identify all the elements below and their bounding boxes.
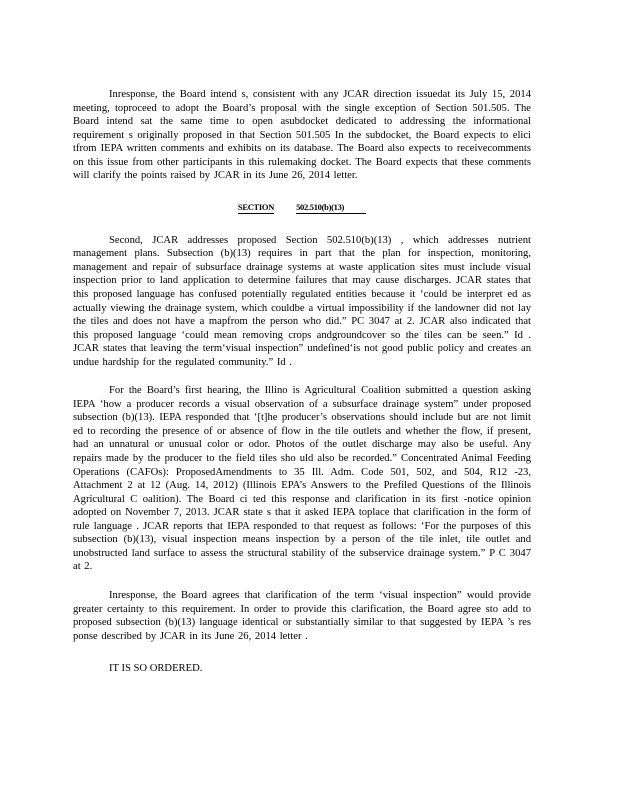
paragraph-first-hearing-iepa: For the Board’s first hearing, the Illino is Agricultural Coalition submitted a question asking IEPA ‘how a producer records a visual observation of a subsurface drainage system” under proposed subsection (b)(13). IEPA responded that ‘[t]he producer’s observations should include but are not limit ed to recording the presence of or absence of flow in the tile outlets and whether the flow, if present, had an unnatural or unusual color or odor. Photos of the outlet discharge may also be useful. Any repairs made by the producer to the field tiles sho uld also be recorded.” Concentrated Animal Feeding Operations (CAFOs): ProposedAmendments to 35 Ill. Adm. Code 501, 502, and 504, R12 -23, Attachment 2 at 12 (Aug. 14, 2012) (Illinois EPA’s Answers to the Prefiled Questions of the Illinois Agricultural C oalition). The Board ci ted this response and clarification in its first -notice opinion adopted on November 7, 2013. JCAR state s that it asked IEPA toplace that clarification in the form of rule language . JCAR reports that IEPA responded to that request as follows: ‘For the purposes of this subsection (b)(13), visual inspection means inspection by a person of the tile inlet, tile outlet and unobstructed land surface to assess the structural stability of the subservice drainage system.” P C 3047 at 2. <box>73 385 531 573</box>
closing-order: IT IS SO ORDERED. <box>109 663 203 675</box>
section-heading-number: 502.510(b)(13) <box>296 202 366 214</box>
paragraph-board-agrees-clarification: Inresponse, the Board agrees that clarification of the term ‘visual inspection” would provide greater certainty to this requirement. In order to provide this clarification, the Board agree sto add to proposed subsection (b)(13) language identical or substantially similar to that suggested by IEPA ’s res ponse described by JCAR in its June 26, 2014 letter . <box>73 589 531 642</box>
paragraph-jcar-visual-inspection: Second, JCAR addresses proposed Section 502.510(b)(13) , which addresses nutrient management plans. Subsection (b)(13) requires in part that the plan for inspection, monitoring, management and repair of subsurface drainage systems at waste application sites must include visual inspection prior to land application to determine failures that may cause discharges. JCAR states that this proposed language has confused potentially regulated entities because it ‘could be interpret ed as actually viewing the drainage system, which couldbe a virtual impossibility if the landowner did not lay the tiles and does not have a mapfrom the person who did.” PC 3047 at 2. JCAR also indicated that this proposed language ‘could mean removing crops andgroundcover so the tiles can be seen.” Id . JCAR states that leaving the term‘visual inspection” undefined‘is not good public policy and creates an undue hardship for the regulated community.” Id . <box>73 234 531 368</box>
section-heading <box>73 201 531 213</box>
paragraph-board-response-subdocket: Inresponse, the Board intend s, consistent with any JCAR direction issuedat its July 15, 2014 meeting, toproceed to adopt the Board’s proposal with the single exception of Section 501.505. The Board intend sat the same time to open asubdocket dedicated to addressing the informational requirement s originally proposed in that Section 501.505 In the subdocket, the Board expects to elici tfrom IEPA written comments and exhibits on its database. The Board also expects to receivecomments on this issue from other participants in this rulemaking docket. The Board expects that these comments will clarify the points raised by JCAR in its June 26, 2014 letter. <box>73 89 531 182</box>
document-page <box>73 88 531 676</box>
section-heading-label: SECTION <box>237 201 275 212</box>
